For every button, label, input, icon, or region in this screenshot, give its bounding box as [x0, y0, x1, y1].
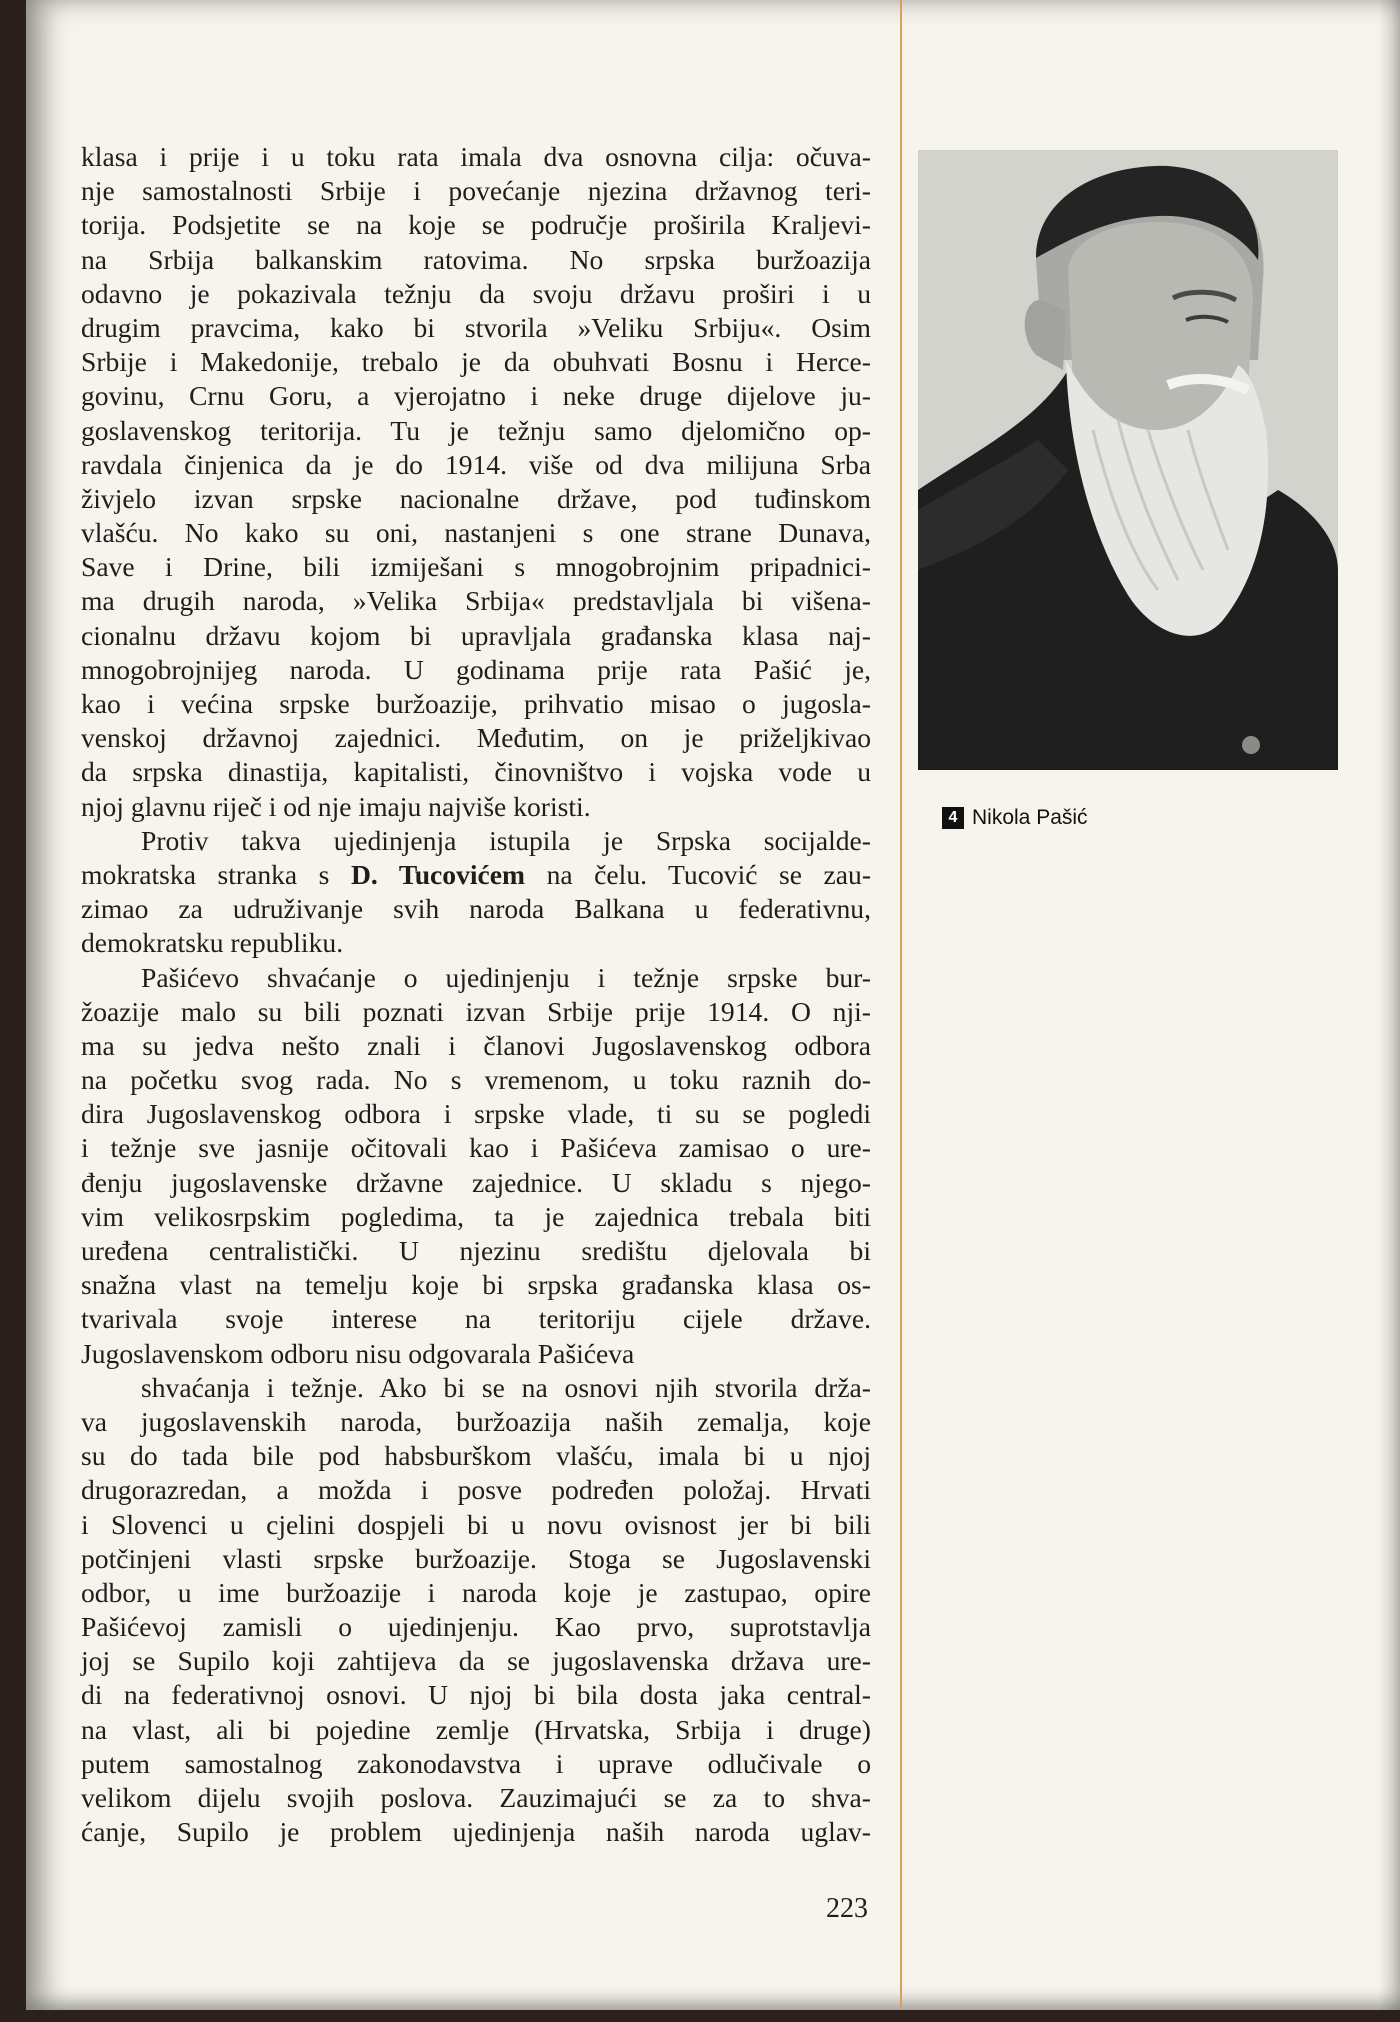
text-line-with-bold-name: [81, 858, 871, 892]
text-line: ma su jedva nešto znali i članovi Jugoslavenskog odbora: [81, 1029, 871, 1061]
text-line: na Srbija balkanskim ratovima. No srpska buržoazija: [81, 243, 871, 275]
text-line: venskoj državnoj zajednici. Međutim, on je priželjkivao: [81, 722, 871, 754]
text-line: nje samostalnosti Srbije i povećanje njezina državnog teri-: [81, 175, 871, 207]
text-line: putem samostalnog zakonodavstva i uprave odlučivale o: [81, 1747, 871, 1779]
text-line: Pašićevoj zamisli o ujedinjenju. Kao prvo, suprotstavlja: [81, 1611, 871, 1643]
bold-name-tucovic: D. Tucovićem: [350, 858, 526, 890]
text-line: joj se Supilo koji zahtijeva da se jugoslavenska država ure-: [81, 1645, 871, 1677]
text-segment: mokratska stranka s: [81, 858, 351, 890]
text-line: njoj glavnu riječ i od nje imaju najviše koristi.: [81, 790, 591, 822]
text-line: cionalnu državu kojom bi upravljala građanska klasa naj-: [81, 619, 871, 651]
text-line: [81, 1849, 871, 1883]
text-line: odavno je pokazivala težnju da svoju državu proširi i u: [81, 277, 871, 309]
text-line: shvaćanja i težnje. Ako bi se na osnovi njih stvorila drža-: [141, 1371, 871, 1403]
text-line: torija. Podsjetite se na koje se područje proširila Kraljevi-: [81, 209, 871, 241]
text-line: ćanje, Supilo je problem ujedinjenja naših naroda uglav-: [81, 1816, 871, 1848]
text-line: goslavenskog teritorija. Tu je težnju samo djelomično op-: [81, 414, 871, 446]
column-divider: [900, 0, 902, 2010]
text-line: govinu, Crnu Goru, a vjerojatno i neke druge dijelove ju-: [81, 380, 871, 412]
text-line: kao i većina srpske buržoazije, prihvatio misao o jugosla-: [81, 688, 871, 719]
text-line: ravdala činjenica da je do 1914. više od dva milijuna Srba: [81, 448, 871, 480]
text-line: Jugoslavenskom odboru nisu odgovarala Pašićeva: [81, 1337, 635, 1369]
text-line: va jugoslavenskih naroda, buržoazija naših zemalja, koje: [81, 1405, 871, 1437]
text-line: uređena centralistički. U njezinu središtu djelovala bi: [81, 1235, 871, 1266]
caption-text: Nikola Pašić: [972, 806, 1088, 829]
text-line: da srpska dinastija, kapitalisti, činovništvo i vojska vode u: [81, 756, 871, 788]
text-line: vim velikosrpskim pogledima, ta je zajednica trebala biti: [81, 1200, 871, 1232]
figure-caption: [942, 806, 1088, 830]
text-segment: na čelu. Tucović se zau-: [525, 858, 872, 890]
text-line: ma drugih naroda, »Velika Srbija« predstavljala bi višena-: [81, 585, 871, 617]
page-number: 223: [826, 1893, 868, 1924]
main-text-column: [81, 140, 871, 1884]
text-line: velikom dijelu svojih poslova. Zauzimajući se za to shva-: [81, 1782, 871, 1813]
portrait-illustration: [918, 150, 1338, 770]
text-line: Srbije i Makedonije, trebalo je da obuhvati Bosnu i Herce-: [81, 346, 871, 378]
text-line: drugim pravcima, kako bi stvorila »Veliku Srbiju«. Osim: [81, 311, 871, 343]
text-line: klasa i prije i u toku rata imala dva osnovna cilja: očuva-: [81, 141, 871, 172]
text-line: drugorazredan, a možda i posve podređen položaj. Hrvati: [81, 1474, 871, 1506]
text-line: mnogobrojnijeg naroda. U godinama prije rata Pašić je,: [81, 653, 871, 685]
text-line: snažna vlast na temelju koje bi srpska građanska klasa os-: [81, 1269, 871, 1301]
text-line: vlašću. No kako su oni, nastanjeni s one strane Dunava,: [81, 517, 871, 549]
text-line: di na federativnoj osnovi. U njoj bi bila dosta jaka central-: [81, 1679, 871, 1711]
text-line: demokratsku republiku.: [81, 927, 344, 959]
text-line: na početku svog rada. No s vremenom, u toku raznih do-: [81, 1064, 871, 1096]
text-line: Pašićevo shvaćanje o ujedinjenju i težnje srpske bur-: [141, 961, 871, 993]
text-line: odbor, u ime buržoazije i naroda koje je zastupao, opire: [81, 1576, 871, 1608]
figure-number-badge: 4: [942, 807, 964, 829]
text-line: živjelo izvan srpske nacionalne države, pod tuđinskom: [81, 482, 871, 514]
text-line: na vlast, ali bi pojedine zemlje (Hrvatska, Srbija i druge): [81, 1713, 871, 1745]
text-line: potčinjeni vlasti srpske buržoazije. Stoga se Jugoslavenski: [81, 1542, 871, 1574]
text-line: i Slovenci u cjelini dospjeli bi u novu ovisnost jer bi bili: [81, 1508, 871, 1540]
text-line: zimao za udruživanje svih naroda Balkana u federativnu,: [81, 893, 871, 925]
portrait-photo: [918, 150, 1338, 770]
text-line: žoazije malo su bili poznati izvan Srbije prije 1914. O nji-: [81, 995, 871, 1027]
text-line: Protiv takva ujedinjenja istupila je Srpska socijalde-: [141, 824, 871, 856]
book-page: [26, 0, 1400, 2010]
text-line: su do tada bile pod habsburškom vlašću, imala bi u njoj: [81, 1440, 871, 1472]
text-line: i težnje sve jasnije očitovali kao i Pašićeva zamisao o ure-: [81, 1132, 871, 1164]
text-line: dira Jugoslavenskog odbora i srpske vlade, ti su se pogledi: [81, 1098, 871, 1130]
text-line: Save i Drine, bili izmiješani s mnogobrojnim pripadnici-: [81, 551, 871, 583]
text-line: đenju jugoslavenske državne zajednice. U skladu s njego-: [81, 1166, 871, 1198]
text-line: tvarivala svoje interese na teritoriju cijele države.: [81, 1303, 871, 1335]
